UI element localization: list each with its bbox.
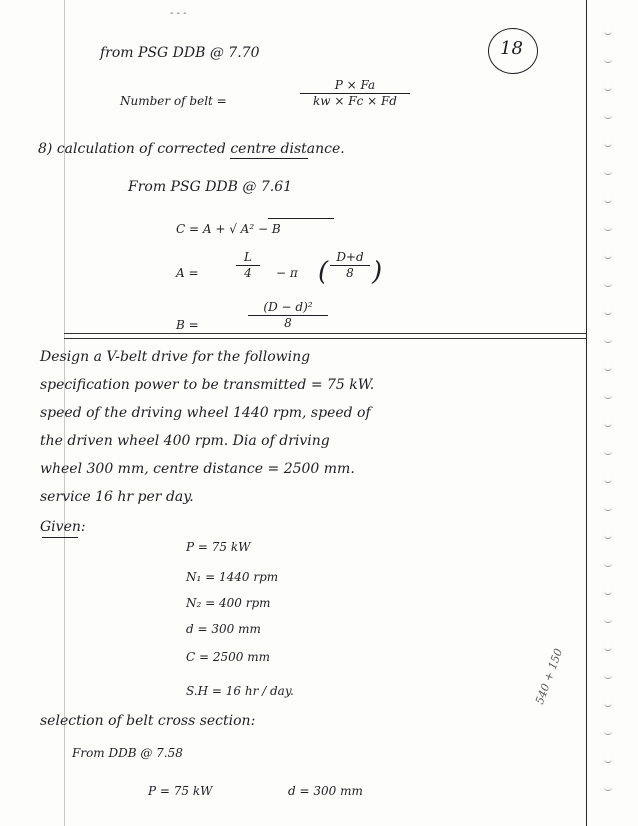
binding-mark: [604, 254, 612, 259]
binding-mark: [604, 758, 612, 763]
page-number: 18: [500, 38, 523, 59]
corrected-underline: [230, 158, 308, 159]
binding-mark: [604, 58, 612, 63]
a-equation-lhs: A =: [176, 266, 199, 280]
right-margin-line: [586, 0, 587, 826]
binding-mark: [604, 394, 612, 399]
given-label: Given:: [40, 519, 86, 535]
selection-heading: selection of belt cross section:: [40, 713, 256, 729]
binding-mark: [604, 506, 612, 511]
binding-mark: [604, 198, 612, 203]
problem-line-3: speed of the driving wheel 1440 rpm, speed of: [40, 405, 371, 421]
given-item: P = 75 kW: [186, 540, 251, 554]
binding-mark: [604, 366, 612, 371]
a-frac-denominator: 4: [244, 266, 252, 280]
a-l-over-4: [236, 250, 260, 281]
problem-line-5: wheel 300 mm, centre distance = 2500 mm.: [40, 461, 355, 477]
given-underline: [42, 537, 78, 538]
binding-mark: [604, 86, 612, 91]
belt-formula-denominator: kw × Fc × Fd: [313, 94, 397, 108]
binding-mark: [604, 674, 612, 679]
binding-mark: [604, 562, 612, 567]
belt-formula-numerator: P × Fa: [334, 78, 376, 92]
margin-note: 540 + 150: [533, 646, 566, 707]
left-paren: (: [318, 257, 329, 287]
binding-mark: [604, 338, 612, 343]
a-paren-denominator: 8: [346, 266, 354, 280]
given-item: N₂ = 400 rpm: [186, 596, 271, 610]
problem-line-2: specification power to be transmitted = 75 kW.: [40, 377, 375, 393]
binding-mark: [604, 730, 612, 735]
top-stray-marks: - - -: [170, 8, 187, 19]
section-divider: [64, 333, 586, 339]
belt-formula-fraction: [300, 78, 410, 109]
problem-line-6: service 16 hr per day.: [40, 489, 194, 505]
b-numerator: (D − d)²: [263, 300, 313, 314]
binding-mark: [604, 786, 612, 791]
binding-mark: [604, 282, 612, 287]
binding-mark: [604, 534, 612, 539]
problem-line-4: the driven wheel 400 rpm. Dia of driving: [40, 433, 330, 449]
binding-mark: [604, 702, 612, 707]
a-d-plus-d-over-8: [330, 250, 370, 281]
binding-mark: [604, 30, 612, 35]
binding-mark: [604, 590, 612, 595]
binding-mark: [604, 142, 612, 147]
given-item: d = 300 mm: [186, 622, 261, 636]
problem-line-1: Design a V-belt drive for the following: [40, 349, 311, 365]
binding-mark: [604, 618, 612, 623]
selection-reference: From DDB @ 7.58: [72, 746, 183, 760]
given-item: S.H = 16 hr / day.: [186, 684, 294, 698]
a-frac-numerator: L: [244, 250, 252, 264]
header-reference: from PSG DDB @ 7.70: [100, 45, 260, 61]
binding-mark: [604, 310, 612, 315]
spiral-binding-marks: [600, 30, 620, 820]
given-item: C = 2500 mm: [186, 650, 270, 664]
a-paren-numerator: D+d: [336, 250, 364, 264]
sqrt-overline: [268, 218, 334, 219]
step8-heading: 8) calculation of corrected centre distance.: [38, 141, 345, 157]
binding-mark: [604, 478, 612, 483]
binding-mark: [604, 114, 612, 119]
b-denominator: 8: [284, 316, 292, 330]
selection-power: P = 75 kW: [148, 784, 213, 798]
binding-mark: [604, 226, 612, 231]
binding-mark: [604, 646, 612, 651]
given-item: N₁ = 1440 rpm: [186, 570, 279, 584]
binding-mark: [604, 170, 612, 175]
binding-mark: [604, 422, 612, 427]
right-paren: ): [372, 257, 383, 287]
c-equation: C = A + √ A² − B: [176, 222, 281, 236]
step8-reference: From PSG DDB @ 7.61: [128, 179, 293, 195]
binding-mark: [604, 450, 612, 455]
b-fraction: [248, 300, 328, 331]
b-equation-lhs: B =: [176, 318, 199, 332]
selection-diameter: d = 300 mm: [288, 784, 363, 798]
belt-formula-label: Number of belt =: [120, 94, 227, 108]
a-equation-mid: − π: [276, 266, 298, 280]
